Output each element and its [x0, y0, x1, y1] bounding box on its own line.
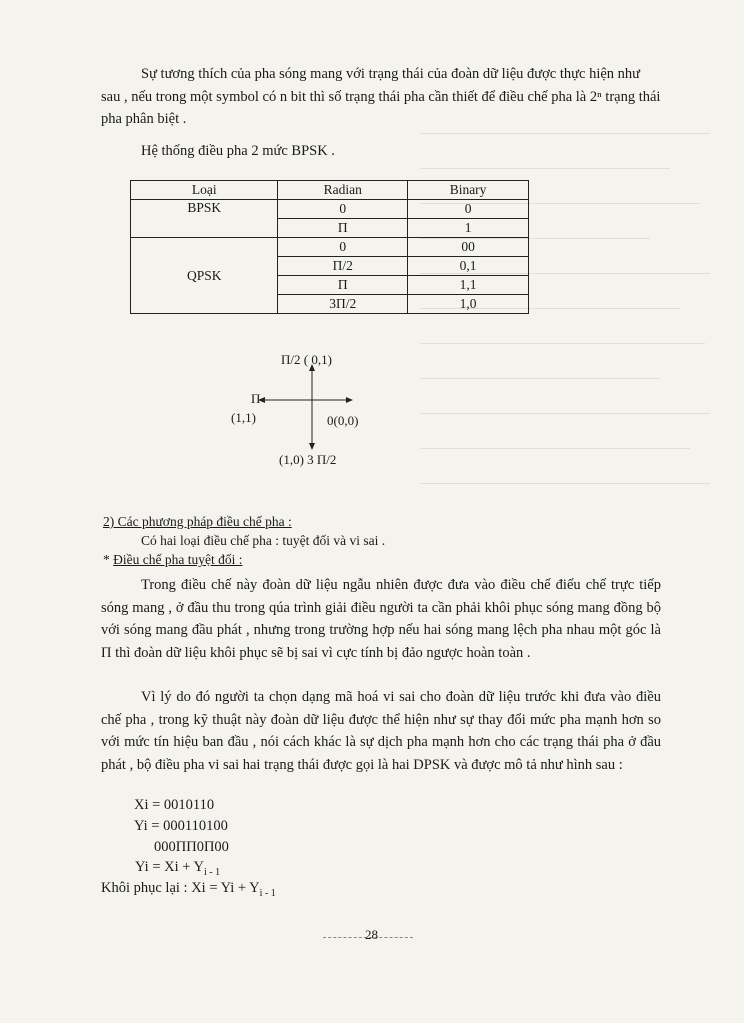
page-number: 28: [365, 927, 378, 942]
relation-subscript: i - 1: [204, 866, 221, 878]
diagram-left-pi: Π: [251, 391, 261, 406]
diagram-left-label: (1,1): [231, 410, 256, 425]
section-intro: Có hai loại điều chế pha : tuyệt đối và vi sai .: [141, 533, 386, 548]
recover-subscript: i - 1: [259, 887, 276, 899]
table-row: [131, 238, 529, 257]
table-cell: 00: [408, 238, 529, 257]
table-cell: 0,1: [408, 257, 529, 276]
bpsk-label: BPSK: [131, 200, 278, 238]
bullet-asterisk: *: [103, 552, 114, 567]
system-title: Hệ thống điều pha 2 mức BPSK .: [141, 143, 335, 159]
table-row: [131, 200, 529, 219]
table-cell: Π/2: [278, 257, 408, 276]
equation-yi: Yi = 000110100: [134, 818, 228, 834]
table-cell: 1,0: [408, 295, 529, 314]
header-radian: Radian: [278, 181, 408, 200]
table-cell: 3Π/2: [278, 295, 408, 314]
equation-relation: [135, 859, 220, 878]
header-binary: Binary: [408, 181, 529, 200]
equation-xi: Xi = 0010110: [134, 797, 215, 813]
table-cell: 0: [278, 238, 408, 257]
table-header-row: [131, 181, 529, 200]
diagram-right-label: 0(0,0): [327, 413, 359, 428]
table-cell: 0: [278, 200, 408, 219]
table-cell: Π: [278, 219, 408, 238]
equation-phase-sequence: 000ΠΠ0Π00: [154, 839, 229, 855]
arrow-right-icon: [346, 397, 353, 403]
table-cell: 0: [408, 200, 529, 219]
section-heading: 2) Các phương pháp điều chế pha :: [103, 514, 292, 529]
recover-main: Khôi phục lại : Xi = Yi + Y: [101, 880, 260, 896]
header-type: Loại: [131, 181, 278, 200]
relation-main: Yi = Xi + Y: [135, 859, 204, 875]
diagram-top-label: Π/2 ( 0,1): [281, 352, 332, 367]
qpsk-label: QPSK: [131, 238, 278, 314]
diagram-bottom-label: (1,0) 3 Π/2: [279, 452, 337, 467]
arrow-down-icon: [309, 443, 315, 450]
absolute-heading-text: Điều chế pha tuyệt đối :: [113, 552, 243, 567]
table-cell: Π: [278, 276, 408, 295]
intro-paragraph: Sự tương thích của pha sóng mang với trạng thái của đoàn dữ liệu được thực hiện như sau , nếu trong một symbol có n bit thì số trạng thái pha cần thiết để điều chế pha là 2ⁿ trạng thái pha phân biệt .: [101, 66, 661, 127]
absolute-modulation-heading: [103, 552, 242, 568]
paragraph-differential: Vì lý do đó người ta chọn dạng mã hoá vi sai cho đoàn dữ liệu trước khi đưa vào điều chế pha , trong kỹ thuật này đoàn dữ liệu được thể hiện như sự thay đổi mức pha mạnh hơn so với mức tín hiệu ban đầu , nói cách khác là sự dịch pha mạnh hơn cho các trạng thái pha ở đầu phát , bộ điều pha vi sai hai trạng thái được gọi là hai DPSK và được mô tả như hình sau :: [101, 689, 661, 773]
table-cell: 1,1: [408, 276, 529, 295]
paragraph-absolute: Trong điều chế này đoàn dữ liệu ngẫu nhiên được đưa vào điều chế điếu chế trực tiếp sóng mang , ở đầu thu trong qúa trình giải điều người ta cần phải khôi phục sóng mang đồng bộ với sóng mang đầu phát , nhưng trong trường hợp nếu hai sóng mang lệch pha nhau một góc là Π thì đoàn dữ liệu khôi phục sẽ bị sai vì cực tính bị đảo ngược hoàn toàn .: [101, 577, 661, 661]
equation-recover: [101, 880, 276, 899]
phase-table: [130, 180, 529, 314]
table-cell: 1: [408, 219, 529, 238]
